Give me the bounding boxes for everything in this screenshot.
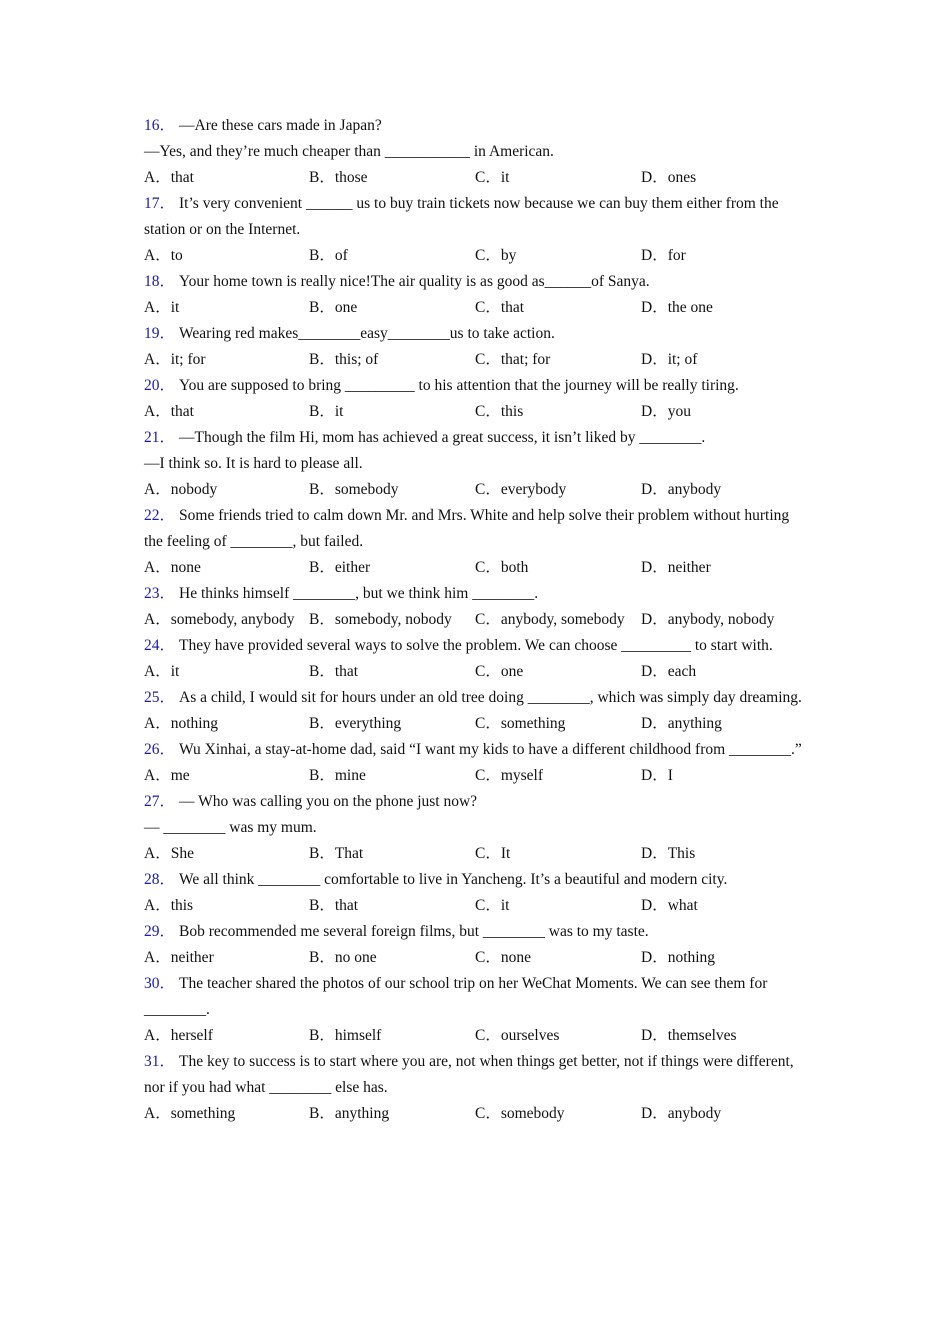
answer-option-b: B．one [309, 299, 358, 316]
answer-option-a: A．none [144, 559, 201, 576]
answer-option-d: D．anything [641, 715, 722, 732]
question-stem [144, 919, 809, 945]
question-number: 20． [144, 377, 176, 394]
answer-option-a: A．to [144, 247, 183, 264]
answer-option-a: A．nobody [144, 481, 218, 498]
answer-option-b: B．That [309, 845, 364, 862]
question-stem [144, 789, 809, 815]
answer-options [144, 1101, 809, 1127]
answer-option-a: A．it; for [144, 351, 206, 368]
question-dialogue-line: —Yes, and they’re much cheaper than ___________ in American. [144, 143, 554, 160]
question-number: 30． [144, 975, 176, 992]
question-number: 21． [144, 429, 176, 446]
question-item [144, 321, 809, 373]
answer-option-b: B．somebody, nobody [309, 611, 452, 628]
answer-option-c: C．one [475, 663, 524, 680]
answer-option-a: A．neither [144, 949, 214, 966]
answer-option-b: B．no one [309, 949, 377, 966]
answer-options [144, 841, 809, 867]
answer-option-b: B．this; of [309, 351, 379, 368]
answer-option-a: A．this [144, 897, 194, 914]
answer-option-b: B．that [309, 663, 359, 680]
answer-option-c: C．that [475, 299, 525, 316]
answer-options [144, 711, 809, 737]
answer-options [144, 555, 809, 581]
question-number: 18． [144, 273, 176, 290]
answer-options [144, 347, 809, 373]
answer-option-c: C．myself [475, 767, 544, 784]
answer-option-b: B．that [309, 897, 359, 914]
question-text: Some friends tried to calm down Mr. and Mrs. White and help solve their problem without hurting the feeling of ________, but failed. [144, 507, 790, 550]
answer-option-a: A．that [144, 403, 194, 420]
answer-options [144, 607, 809, 633]
question-number: 27． [144, 793, 176, 810]
answer-options [144, 763, 809, 789]
question-item [144, 269, 809, 321]
question-text: —Though the film Hi, mom has achieved a great success, it isn’t liked by ________. [179, 429, 706, 446]
answer-option-d: D．what [641, 897, 698, 914]
answer-options [144, 659, 809, 685]
answer-option-d: D．themselves [641, 1027, 737, 1044]
answer-option-c: C．it [475, 897, 510, 914]
question-stem [144, 321, 809, 347]
answer-options [144, 165, 809, 191]
question-text: They have provided several ways to solve the problem. We can choose _________ to start with. [179, 637, 773, 654]
question-item [144, 1049, 809, 1127]
question-stem [144, 1049, 809, 1101]
answer-option-d: D．I [641, 767, 673, 784]
question-item [144, 191, 809, 269]
question-number: 24． [144, 637, 176, 654]
question-item [144, 425, 809, 503]
question-stem [144, 425, 809, 451]
question-list [144, 113, 809, 1127]
question-number: 26． [144, 741, 176, 758]
question-item [144, 685, 809, 737]
answer-option-d: D．anybody [641, 481, 722, 498]
question-number: 31． [144, 1053, 176, 1070]
answer-option-d: D．neither [641, 559, 711, 576]
answer-option-c: C．somebody [475, 1105, 565, 1122]
question-item [144, 737, 809, 789]
question-text: As a child, I would sit for hours under an old tree doing ________, which was simply day dreaming. [179, 689, 802, 706]
answer-option-d: D．nothing [641, 949, 716, 966]
answer-option-d: D．for [641, 247, 686, 264]
question-stem [144, 269, 809, 295]
answer-options [144, 1023, 809, 1049]
question-item [144, 789, 809, 867]
answer-option-c: C．everybody [475, 481, 567, 498]
question-item [144, 373, 809, 425]
question-item [144, 867, 809, 919]
question-number: 25． [144, 689, 176, 706]
answer-option-d: D．each [641, 663, 697, 680]
answer-option-c: C．ourselves [475, 1027, 560, 1044]
question-text: Bob recommended me several foreign films, but ________ was to my taste. [179, 923, 649, 940]
answer-options [144, 945, 809, 971]
answer-option-a: A．it [144, 299, 180, 316]
question-item [144, 919, 809, 971]
answer-options [144, 243, 809, 269]
question-text: The teacher shared the photos of our school trip on her WeChat Moments. We can see them for ________. [144, 975, 768, 1018]
question-item [144, 633, 809, 685]
answer-option-c: C．it [475, 169, 510, 186]
answer-option-d: D．you [641, 403, 691, 420]
question-dialogue-line: — ________ was my mum. [144, 819, 317, 836]
answer-option-b: B．himself [309, 1027, 382, 1044]
question-stem [144, 373, 809, 399]
answer-option-a: A．me [144, 767, 190, 784]
answer-option-c: C．It [475, 845, 511, 862]
question-number: 23． [144, 585, 176, 602]
question-text: Wearing red makes________easy________us to take action. [179, 325, 555, 342]
answer-option-d: D．ones [641, 169, 697, 186]
answer-option-c: C．none [475, 949, 531, 966]
question-text: —Are these cars made in Japan? [179, 117, 382, 134]
question-item [144, 503, 809, 581]
question-stem [144, 971, 809, 1023]
question-stem [144, 633, 809, 659]
question-stem [144, 113, 809, 139]
answer-option-a: A．nothing [144, 715, 219, 732]
question-text: You are supposed to bring _________ to his attention that the journey will be really tiring. [179, 377, 739, 394]
answer-option-d: D．anybody, nobody [641, 611, 775, 628]
answer-option-d: D．This [641, 845, 696, 862]
question-number: 29． [144, 923, 176, 940]
question-text: Your home town is really nice!The air quality is as good as______of Sanya. [179, 273, 650, 290]
question-text: The key to success is to start where you are, not when things get better, not if things were different, nor if you had what ________ else has. [144, 1053, 794, 1096]
question-stem [144, 867, 809, 893]
answer-option-c: C．anybody, somebody [475, 611, 625, 628]
question-stem [144, 191, 809, 243]
answer-option-c: C．that; for [475, 351, 551, 368]
answer-option-a: A．She [144, 845, 194, 862]
answer-option-c: C．by [475, 247, 517, 264]
answer-option-c: C．something [475, 715, 566, 732]
question-number: 16． [144, 117, 176, 134]
question-item [144, 581, 809, 633]
answer-option-b: B．those [309, 169, 368, 186]
answer-options [144, 295, 809, 321]
answer-option-b: B．anything [309, 1105, 390, 1122]
question-stem [144, 503, 809, 555]
answer-option-d: D．anybody [641, 1105, 722, 1122]
answer-option-b: B．somebody [309, 481, 399, 498]
question-number: 28． [144, 871, 176, 888]
answer-options [144, 399, 809, 425]
question-stem [144, 737, 809, 763]
answer-options [144, 893, 809, 919]
answer-option-a: A．something [144, 1105, 236, 1122]
question-number: 22． [144, 507, 176, 524]
answer-option-a: A．herself [144, 1027, 213, 1044]
answer-option-a: A．somebody, anybody [144, 611, 295, 628]
answer-option-b: B．of [309, 247, 348, 264]
answer-option-c: C．this [475, 403, 524, 420]
answer-option-d: D．the one [641, 299, 713, 316]
question-text: He thinks himself ________, but we think him ________. [179, 585, 539, 602]
question-text: Wu Xinhai, a stay-at-home dad, said “I want my kids to have a different childhood from ________.” [179, 741, 802, 758]
question-number: 17． [144, 195, 176, 212]
question-item [144, 971, 809, 1049]
answer-option-a: A．it [144, 663, 180, 680]
answer-option-b: B．it [309, 403, 344, 420]
question-text: — Who was calling you on the phone just now? [179, 793, 478, 810]
question-stem [144, 685, 809, 711]
question-text: We all think ________ comfortable to live in Yancheng. It’s a beautiful and modern city. [179, 871, 728, 888]
answer-option-a: A．that [144, 169, 194, 186]
answer-option-b: B．mine [309, 767, 366, 784]
question-number: 19． [144, 325, 176, 342]
answer-options [144, 477, 809, 503]
answer-option-b: B．either [309, 559, 371, 576]
answer-option-d: D．it; of [641, 351, 698, 368]
question-stem [144, 581, 809, 607]
question-item [144, 113, 809, 191]
answer-option-c: C．both [475, 559, 529, 576]
answer-option-b: B．everything [309, 715, 402, 732]
question-text: It’s very convenient ______ us to buy train tickets now because we can buy them either from the station or on the Internet. [144, 195, 779, 238]
question-dialogue-line: —I think so. It is hard to please all. [144, 455, 363, 472]
